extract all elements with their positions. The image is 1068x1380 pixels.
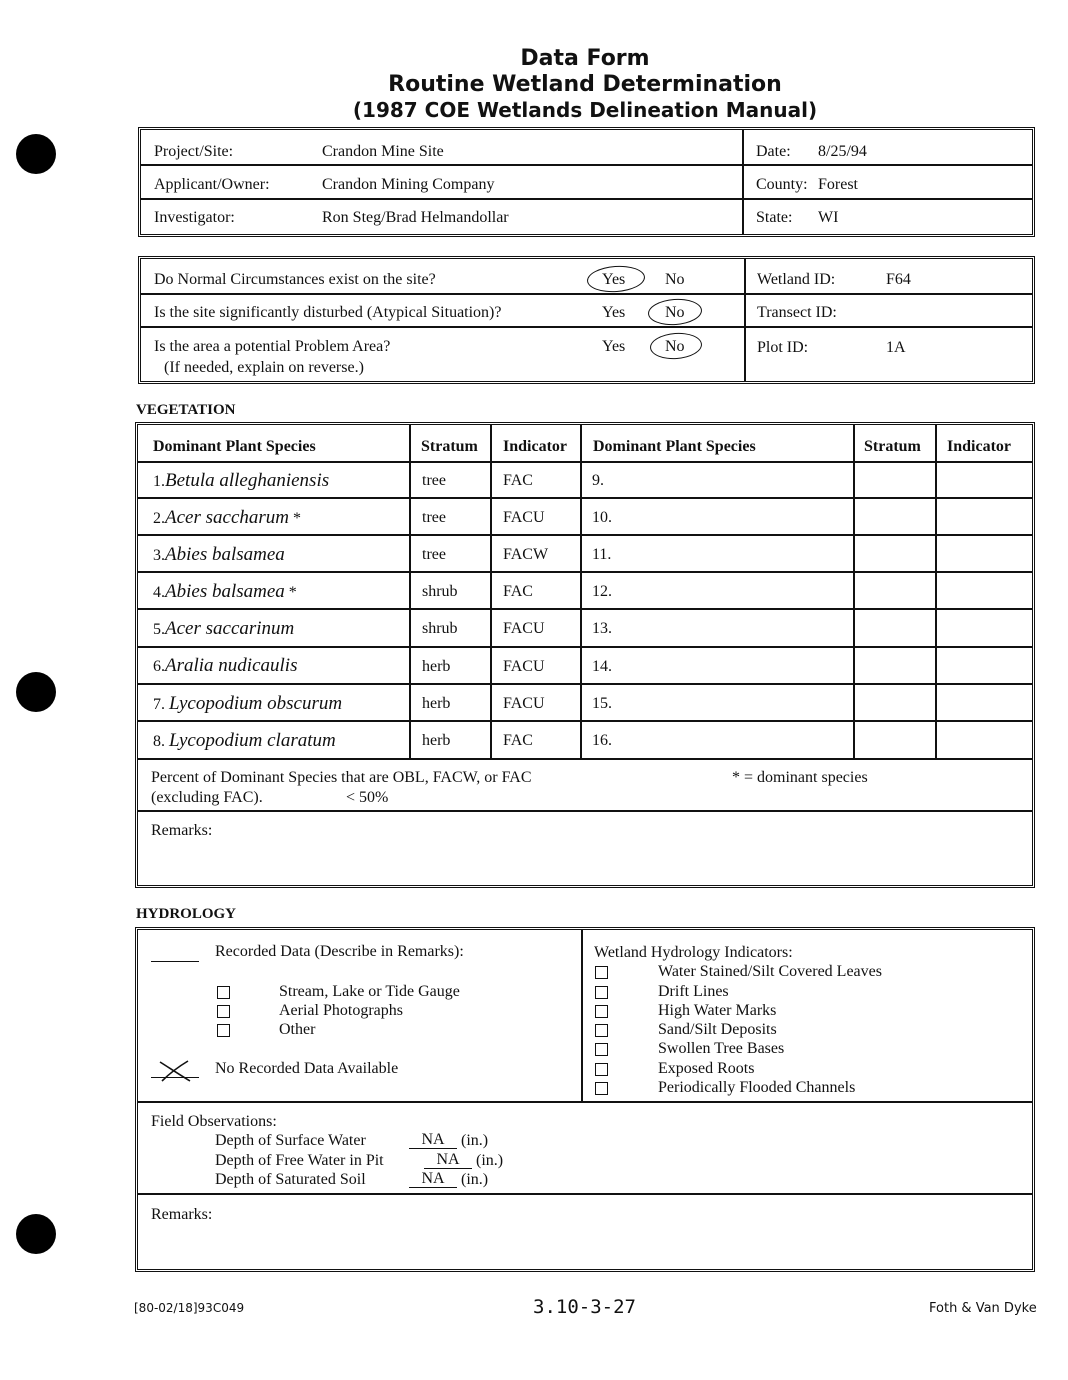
dominant-species-note: * = dominant species xyxy=(732,769,868,786)
saturated-soil-value[interactable]: NA xyxy=(409,1171,457,1188)
recorded-data-blank[interactable] xyxy=(151,961,199,962)
state-value[interactable]: WI xyxy=(818,209,839,226)
stratum-cell: shrub xyxy=(422,583,458,600)
stratum-cell: herb xyxy=(422,695,451,712)
indicator-label: High Water Marks xyxy=(658,1002,777,1019)
surface-water-unit: (in.) xyxy=(461,1132,489,1149)
wetland-id-value[interactable]: F64 xyxy=(886,271,911,288)
indicator-checkbox[interactable] xyxy=(595,966,608,979)
recorded-data-label: Recorded Data (Describe in Remarks): xyxy=(215,943,464,960)
applicant-label: Applicant/Owner: xyxy=(154,176,270,193)
table-row: 2.Acer saccharum * xyxy=(153,507,301,528)
form-title: Data Form xyxy=(520,46,650,71)
col-species-right: Dominant Plant Species xyxy=(593,438,756,455)
indicator-label: Drift Lines xyxy=(658,983,729,1000)
transect-id-label: Transect ID: xyxy=(757,304,837,321)
surface-water-label: Depth of Surface Water xyxy=(215,1132,366,1149)
state-label: State: xyxy=(756,209,793,226)
investigator-label: Investigator: xyxy=(154,209,235,226)
aerial-photos-label: Aerial Photographs xyxy=(279,1002,403,1019)
vegetation-section-label: VEGETATION xyxy=(136,402,236,418)
footer-doc-code: [80-02/18]93C049 xyxy=(134,1301,245,1315)
col-stratum-right: Stratum xyxy=(864,438,921,455)
row-number: 15. xyxy=(592,695,612,712)
binder-hole-middle xyxy=(16,672,56,712)
indicator-cell: FACW xyxy=(503,546,549,563)
q3-no[interactable]: No xyxy=(665,338,685,355)
plot-id-value[interactable]: 1A xyxy=(886,339,906,356)
indicator-checkbox[interactable] xyxy=(595,1005,608,1018)
investigator-value[interactable]: Ron Steg/Brad Helmandollar xyxy=(322,209,509,226)
free-water-label: Depth of Free Water in Pit xyxy=(215,1152,384,1169)
q2-yes[interactable]: Yes xyxy=(602,304,626,321)
binder-hole-bottom xyxy=(16,1214,56,1254)
col-indicator-left: Indicator xyxy=(503,438,567,455)
wetland-id-label: Wetland ID: xyxy=(757,271,836,288)
col-stratum-left: Stratum xyxy=(421,438,478,455)
no-recorded-data-x-mark xyxy=(158,1059,192,1083)
stratum-cell: tree xyxy=(422,509,446,526)
table-row: 4.Abies balsamea * xyxy=(153,581,297,602)
no-recorded-data-label: No Recorded Data Available xyxy=(215,1060,399,1077)
indicator-checkbox[interactable] xyxy=(595,1082,608,1095)
row-number: 14. xyxy=(592,658,612,675)
table-row: 8. Lycopodium claratum xyxy=(153,730,336,751)
site-info-box xyxy=(138,127,1035,237)
form-subtitle: Routine Wetland Determination xyxy=(388,72,782,97)
indicator-label: Sand/Silt Deposits xyxy=(658,1021,777,1038)
q1-no[interactable]: No xyxy=(665,271,685,288)
indicator-checkbox[interactable] xyxy=(595,1063,608,1076)
stratum-cell: tree xyxy=(422,472,446,489)
indicator-checkbox[interactable] xyxy=(595,986,608,999)
stratum-cell: shrub xyxy=(422,620,458,637)
county-label: County: xyxy=(756,176,808,193)
percent-dominant-value[interactable]: < 50% xyxy=(346,789,389,806)
saturated-soil-label: Depth of Saturated Soil xyxy=(215,1171,366,1188)
saturated-soil-unit: (in.) xyxy=(461,1171,489,1188)
date-value[interactable]: 8/25/94 xyxy=(818,143,867,160)
q2-no[interactable]: No xyxy=(665,304,685,321)
indicator-label: Periodically Flooded Channels xyxy=(658,1079,856,1096)
row-number: 10. xyxy=(592,509,612,526)
row-number: 9. xyxy=(592,472,604,489)
date-label: Date: xyxy=(756,143,791,160)
project-label: Project/Site: xyxy=(154,143,234,160)
hydrology-section-label: HYDROLOGY xyxy=(136,906,237,922)
vegetation-remarks-label: Remarks: xyxy=(151,822,213,839)
q1-yes[interactable]: Yes xyxy=(602,271,626,288)
binder-hole-top xyxy=(16,134,56,174)
col-species-left: Dominant Plant Species xyxy=(153,438,316,455)
question-disturbed: Is the site significantly disturbed (Atypical Situation)? xyxy=(154,304,502,321)
aerial-photos-checkbox[interactable] xyxy=(217,1005,230,1018)
row-number: 13. xyxy=(592,620,612,637)
question-problem-area-note: (If needed, explain on reverse.) xyxy=(164,359,364,376)
project-value[interactable]: Crandon Mine Site xyxy=(322,143,444,160)
indicator-cell: FAC xyxy=(503,732,533,749)
indicator-cell: FACU xyxy=(503,620,545,637)
footer-company: Foth & Van Dyke xyxy=(929,1301,1037,1316)
stratum-cell: herb xyxy=(422,732,451,749)
question-problem-area: Is the area a potential Problem Area? xyxy=(154,338,391,355)
stream-gauge-checkbox[interactable] xyxy=(217,986,230,999)
q3-yes[interactable]: Yes xyxy=(602,338,626,355)
row-number: 16. xyxy=(592,732,612,749)
question-normal-circumstances: Do Normal Circumstances exist on the site? xyxy=(154,271,436,288)
indicator-label: Swollen Tree Bases xyxy=(658,1040,785,1057)
table-row: 3.Abies balsamea xyxy=(153,544,285,565)
table-row: 6.Aralia nudicaulis xyxy=(153,655,298,676)
footer-page-number: 3.10-3-27 xyxy=(533,1296,636,1318)
table-row: 5.Acer saccarinum xyxy=(153,618,295,639)
plot-id-label: Plot ID: xyxy=(757,339,809,356)
surface-water-value[interactable]: NA xyxy=(409,1132,457,1149)
percent-dominant-label: Percent of Dominant Species that are OBL, FACW, or FAC xyxy=(151,769,532,786)
table-row: 1.Betula alleghaniensis xyxy=(153,470,330,491)
col-indicator-right: Indicator xyxy=(947,438,1011,455)
field-observations-label: Field Observations: xyxy=(151,1113,277,1130)
indicator-cell: FACU xyxy=(503,509,545,526)
indicator-cell: FAC xyxy=(503,472,533,489)
indicators-label: Wetland Hydrology Indicators: xyxy=(594,944,793,961)
row-number: 12. xyxy=(592,583,612,600)
applicant-value[interactable]: Crandon Mining Company xyxy=(322,176,495,193)
indicator-label: Exposed Roots xyxy=(658,1060,755,1077)
county-value[interactable]: Forest xyxy=(818,176,858,193)
indicator-cell: FACU xyxy=(503,695,545,712)
hydrology-box xyxy=(135,927,1035,1272)
indicator-label: Water Stained/Silt Covered Leaves xyxy=(658,963,882,980)
other-label: Other xyxy=(279,1021,316,1038)
percent-dominant-note: (excluding FAC). xyxy=(151,789,263,806)
other-checkbox[interactable] xyxy=(217,1024,230,1037)
table-row: 7. Lycopodium obscurum xyxy=(153,693,343,714)
stratum-cell: tree xyxy=(422,546,446,563)
stream-gauge-label: Stream, Lake or Tide Gauge xyxy=(279,983,460,1000)
stratum-cell: herb xyxy=(422,658,451,675)
row-number: 11. xyxy=(592,546,612,563)
hydrology-remarks-label: Remarks: xyxy=(151,1206,213,1223)
form-manual: (1987 COE Wetlands Delineation Manual) xyxy=(352,98,818,122)
free-water-unit: (in.) xyxy=(476,1152,504,1169)
indicator-checkbox[interactable] xyxy=(595,1024,608,1037)
free-water-value[interactable]: NA xyxy=(424,1152,472,1169)
indicator-cell: FACU xyxy=(503,658,545,675)
indicator-cell: FAC xyxy=(503,583,533,600)
indicator-checkbox[interactable] xyxy=(595,1043,608,1056)
